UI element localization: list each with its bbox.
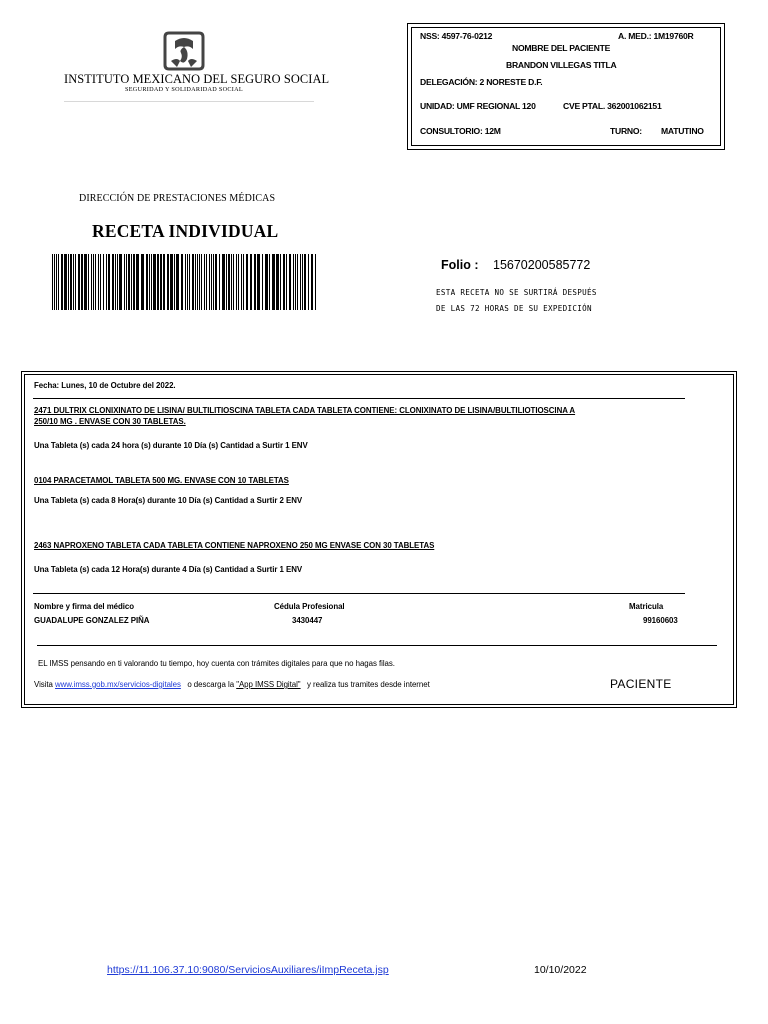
unidad: UNIDAD: UMF REGIONAL 120	[420, 101, 536, 111]
print-date: 10/10/2022	[534, 964, 587, 976]
copy-type-label: PACIENTE	[610, 677, 672, 691]
medication-3-dosage: Una Tableta (s) cada 12 Hora(s) durante 4 Día (s) Cantidad a Surtir 1 ENV	[34, 565, 303, 574]
logo-divider	[64, 101, 314, 102]
institution-name: INSTITUTO MEXICANO DEL SEGURO SOCIAL	[64, 72, 330, 86]
realiza-text: y realiza tus tramites desde internet	[307, 680, 430, 689]
expiry-notice-line2: DE LAS 72 HORAS DE SU EXPEDICIÓN	[436, 304, 592, 313]
expiry-notice-line1: ESTA RECETA NO SE SURTIRÁ DESPUÉS	[436, 288, 597, 297]
doctor-name: GUADALUPE GONZALEZ PIÑA	[34, 616, 150, 625]
medication-1-description-cont: 250/10 MG . ENVASE CON 30 TABLETAS.	[34, 417, 186, 426]
cedula-number: 3430447	[292, 616, 323, 625]
doctor-label: Nombre y firma del médico	[34, 602, 135, 611]
descarga-text: o descarga la	[187, 680, 235, 689]
cve-ptal: CVE PTAL. 362001062151	[563, 101, 662, 111]
turno: MATUTINO	[661, 126, 704, 136]
medication-1-description: 2471 DULTRIX CLONIXINATO DE LISINA/ BULTILITIOSCINA TABLETA CADA TABLETA CONTIENE: CLONIXINATO DE LISINA/BULTILIOTIOSCINA A	[34, 406, 576, 415]
a-med: A. MED.: 1M19760R	[618, 31, 694, 41]
patient-name-label: NOMBRE DEL PACIENTE	[512, 43, 611, 53]
info-divider	[37, 645, 717, 646]
date-divider	[33, 398, 685, 399]
folio-label: Folio :	[441, 258, 479, 272]
patient-name: BRANDON VILLEGAS TITLA	[506, 60, 617, 70]
imss-digital-services-link[interactable]: www.imss.gob.mx/servicios-digitales	[55, 680, 181, 689]
medication-2-description: 0104 PARACETAMOL TABLETA 500 MG. ENVASE CON 10 TABLETAS	[34, 476, 289, 485]
matricula-number: 99160603	[643, 616, 678, 625]
digital-info-text: EL IMSS pensando en ti valorando tu tiempo, hoy cuenta con trámites digitales para que no hagas filas.	[38, 659, 395, 668]
nss: NSS: 4597-76-0212	[420, 31, 493, 41]
medication-1-dosage: Una Tableta (s) cada 24 hora (s) durante 10 Día (s) Cantidad a Surtir 1 ENV	[34, 441, 308, 450]
app-imss-digital-link[interactable]: "App IMSS Digital"	[236, 680, 301, 689]
cedula-label: Cédula Profesional	[274, 602, 345, 611]
delegacion: DELEGACIÓN: 2 NORESTE D.F.	[420, 77, 543, 87]
imss-logo-icon	[163, 31, 205, 71]
medication-3-description: 2463 NAPROXENO TABLETA CADA TABLETA CONTIENE NAPROXENO 250 MG ENVASE CON 30 TABLETAS	[34, 541, 435, 550]
document-title: RECETA INDIVIDUAL	[92, 221, 279, 241]
medication-2-dosage: Una Tableta (s) cada 8 Hora(s) durante 10 Día (s) Cantidad a Surtir 2 ENV	[34, 496, 303, 505]
direccion-heading: DIRECCIÓN DE PRESTACIONES MÉDICAS	[79, 193, 276, 204]
matricula-label: Matricula	[629, 602, 664, 611]
signature-divider	[33, 593, 685, 594]
institution-subtitle: SEGURIDAD Y SOLIDARIDAD SOCIAL	[124, 86, 244, 93]
visita-text: Visita	[34, 680, 53, 689]
visit-row	[34, 680, 430, 689]
barcode-icon	[52, 254, 316, 310]
print-url-link[interactable]: https://11.106.37.10:9080/ServiciosAuxiliares/iImpReceta.jsp	[107, 964, 389, 976]
folio-number: 15670200585772	[493, 258, 591, 272]
prescription-date: Fecha: Lunes, 10 de Octubre del 2022.	[34, 381, 176, 390]
consultorio: CONSULTORIO: 12M	[420, 126, 501, 136]
turno-label: TURNO:	[610, 126, 642, 136]
